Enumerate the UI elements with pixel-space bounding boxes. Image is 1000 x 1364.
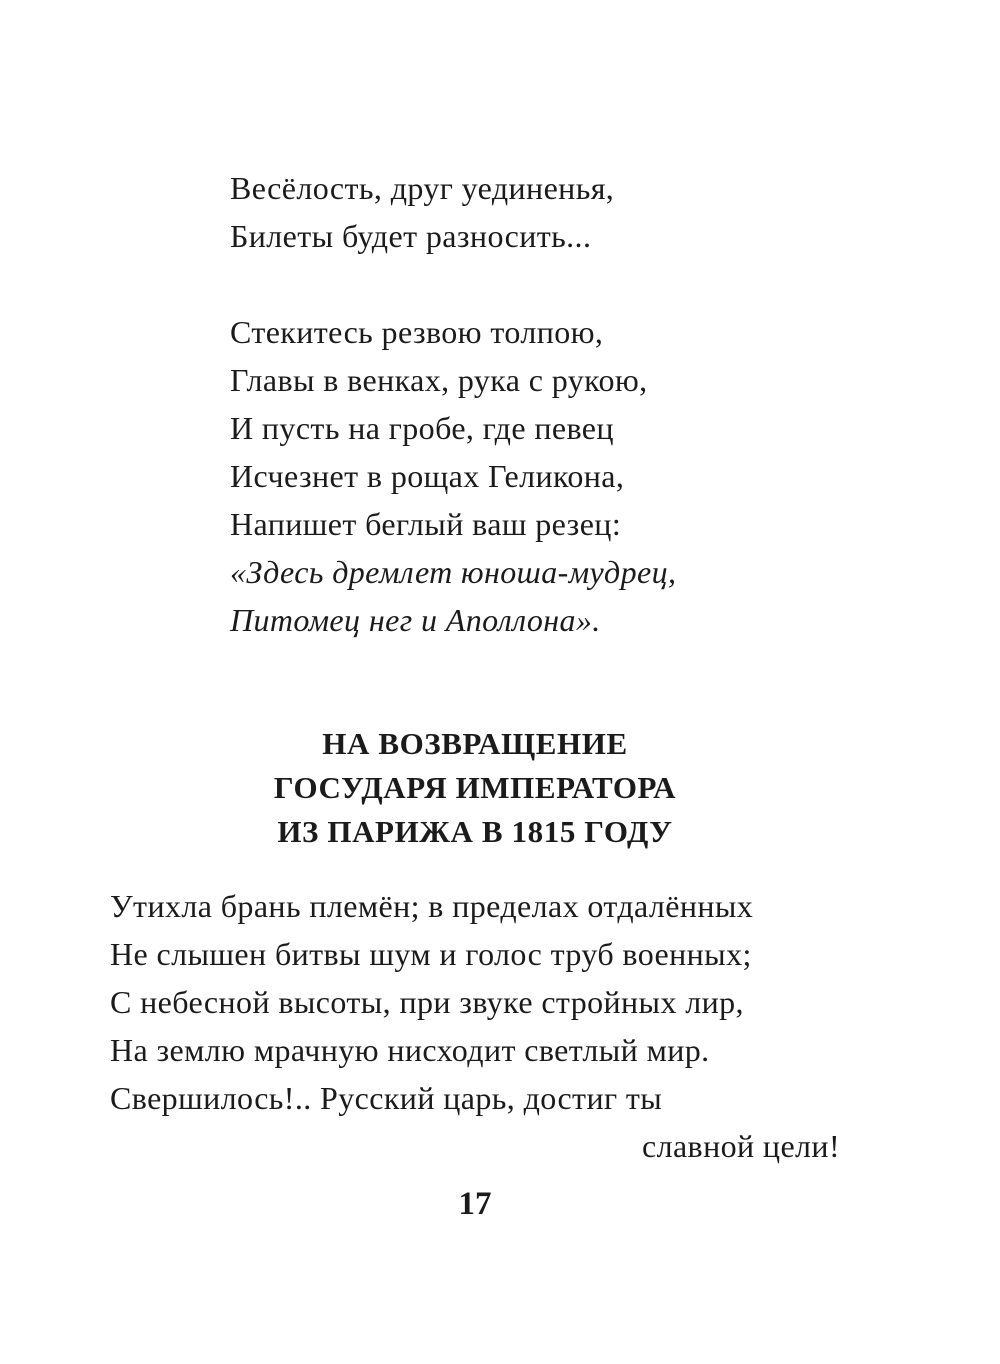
poem-title-line: ИЗ ПАРИЖА В 1815 ГОДУ	[277, 814, 673, 849]
poem-line-hanging: славной цели!	[641, 1128, 840, 1164]
poem-line: Билеты будет разносить...	[230, 218, 592, 254]
poem-line: Утихла брань племён; в пределах отдалённых	[110, 888, 754, 924]
poem-line-italic: Питомец нег и Аполлона».	[230, 602, 601, 638]
poem-line: Исчезнет в рощах Геликона,	[230, 458, 625, 494]
poem-line: Напишет беглый ваш резец:	[230, 506, 622, 542]
poem-line: Свершилось!.. Русский царь, достиг ты	[110, 1080, 663, 1116]
poem-title-line: НА ВОЗВРАЩЕНИЕ	[322, 726, 628, 761]
poem-title	[110, 722, 840, 854]
poem-line-italic: «Здесь дремлет юноша-мудрец,	[230, 554, 677, 590]
poem-line: Главы в венках, рука с рукою,	[230, 362, 648, 398]
poem-line: Стекитесь резвою толпою,	[230, 314, 604, 350]
poem-line: И пусть на гробе, где певец	[230, 410, 614, 446]
stanza-top	[230, 164, 614, 260]
poem-title-line: ГОСУДАРЯ ИМПЕРАТОРА	[273, 770, 677, 805]
poem-line: С небесной высоты, при звуке стройных лир,	[110, 984, 744, 1020]
stanza-bottom	[110, 882, 840, 1170]
page-number: 17	[458, 1186, 492, 1222]
poem-line: На землю мрачную нисходит светлый мир.	[110, 1032, 710, 1068]
poem-line: Не слышен битвы шум и голос труб военных;	[110, 936, 752, 972]
stanza-middle	[230, 308, 676, 644]
poem-line: Весёлость, друг уединенья,	[230, 170, 615, 206]
